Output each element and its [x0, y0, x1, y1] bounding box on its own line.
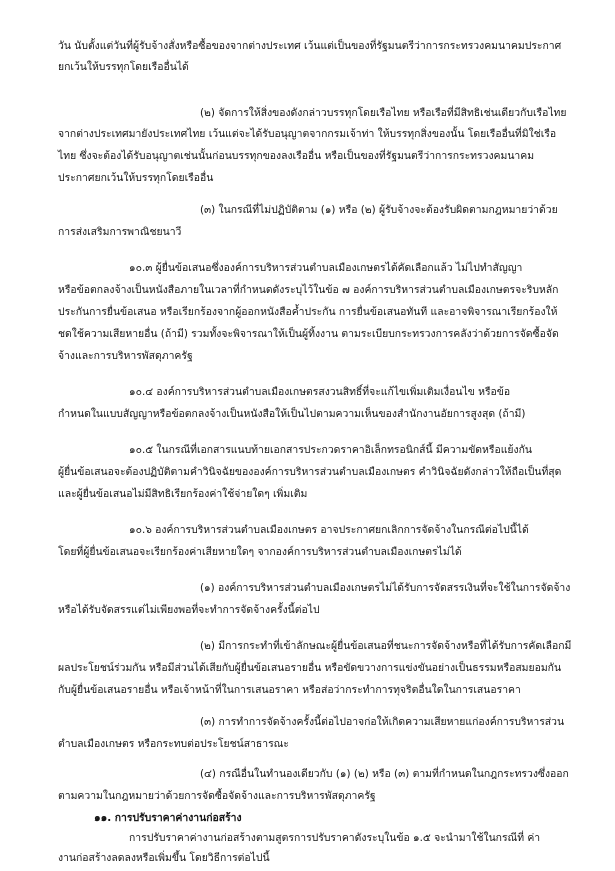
text-line: จ้างและการบริหารพัสดุภาครัฐ — [58, 350, 193, 362]
text-line: (๓) การทำการจัดจ้างครั้งนี้ต่อไปอาจก่อให้เกิดความเสียหายแก่องค์การบริหารส่วน — [200, 716, 565, 728]
text-line: ผู้ยื่นข้อเสนอจะต้องปฏิบัติตามคำวินิจฉัยขององค์การบริหารส่วนตำบลเมืองเกษตร คำวินิจฉัยดังกล่าวให้ถือเป็นที่สุด — [58, 466, 562, 478]
text-line: ยกเว้นให้บรรทุกโดยเรืออื่นได้ — [58, 61, 189, 73]
text-line: ชดใช้ความเสียหายอื่น (ถ้ามี) รวมทั้งจะพิจารณาให้เป็นผู้ทิ้งงาน ตามระเบียบกระทรวงการคลังว่าด้วยการจัดซื้อจัด — [58, 328, 559, 340]
text-line: ๑๐.๓ ผู้ยื่นข้อเสนอซึ่งองค์การบริหารส่วนตำบลเมืองเกษตรได้คัดเลือกแล้ว ไม่ไปทำสัญญา — [129, 262, 523, 274]
text-line: การปรับราคาค่างานก่อสร้างตามสูตรการปรับราคาดังระบุในข้อ ๑.๕ จะนำมาใช้ในกรณีที่ ค่า — [129, 832, 541, 844]
text-line: (๔) กรณีอื่นในทำนองเดียวกับ (๑) (๒) หรือ (๓) ตามที่กำหนดในกฎกระทรวงซึ่งออก — [200, 768, 569, 780]
text-line: ตำบลเมืองเกษตร หรือกระทบต่อประโยชน์สาธารณะ — [58, 738, 289, 750]
text-line: และผู้ยื่นข้อเสนอไม่มีสิทธิเรียกร้องค่าใช้จ่ายใดๆ เพิ่มเติม — [58, 488, 308, 500]
text-line: ตามความในกฎหมายว่าด้วยการจัดซื้อจัดจ้างและการบริหารพัสดุภาครัฐ — [58, 790, 376, 802]
text-line: กับผู้ยื่นข้อเสนอรายอื่น หรือเจ้าหน้าที่ในการเสนอราคา หรือส่อว่ากระทำการทุจริตอื่นใดในการเสนอราคา — [58, 684, 521, 696]
text-line: การส่งเสริมการพาณิชยนาวี — [58, 226, 182, 238]
text-line: หรือข้อตกลงจ้างเป็นหนังสือภายในเวลาที่กำหนดดังระบุไว้ในข้อ ๗ องค์การบริหารส่วนตำบลเมืองเกษตรจะริบหลัก — [58, 284, 559, 296]
text-line: จากต่างประเทศมายังประเทศไทย เว้นแต่จะได้รับอนุญาตจากกรมเจ้าท่า ให้บรรทุกสิ่งของนั้น โดยเรืออื่นที่มิใช่เรือ — [58, 128, 557, 140]
text-line: ประกันการยื่นข้อเสนอ หรือเรียกร้องจากผู้ออกหนังสือค้ำประกัน การยื่นข้อเสนอทันที และอาจพิจารณาเรียกร้องให้ — [58, 306, 558, 318]
text-line: (๒) จัดการให้สิ่งของดังกล่าวบรรทุกโดยเรือไทย หรือเรือที่มีสิทธิเช่นเดียวกับเรือไทย — [200, 107, 567, 119]
text-line: ประกาศยกเว้นให้บรรทุกโดยเรืออื่น — [58, 172, 214, 184]
text-line: (๓) ในกรณีที่ไม่ปฏิบัติตาม (๑) หรือ (๒) ผู้รับจ้างจะต้องรับผิดตามกฎหมายว่าด้วย — [200, 204, 558, 216]
text-line: ผลประโยชน์ร่วมกัน หรือมีส่วนได้เสียกับผู้ยื่นข้อเสนอรายอื่น หรือขัดขวางการแข่งขันอย่างเป็นธรรมหรือสมยอมกัน — [58, 662, 562, 674]
text-line: ๑๐.๕ ในกรณีที่เอกสารแนบท้ายเอกสารประกวดราคาอิเล็กทรอนิกส์นี้ มีความขัดหรือแย้งกัน — [129, 444, 532, 456]
text-line: ๑๐.๖ องค์การบริหารส่วนตำบลเมืองเกษตร อาจประกาศยกเลิกการจัดจ้างในกรณีต่อไปนี้ได้ — [129, 524, 529, 536]
text-line: (๑) องค์การบริหารส่วนตำบลเมืองเกษตรไม่ได้รับการจัดสรรเงินที่จะใช้ในการจัดจ้าง — [200, 582, 571, 594]
text-line: ๑๐.๔ องค์การบริหารส่วนตำบลเมืองเกษตรสงวนสิทธิ์ที่จะแก้ไขเพิ่มเติมเงื่อนไข หรือข้อ — [129, 386, 511, 398]
text-line: วัน นับตั้งแต่วันที่ผู้รับจ้างสั่งหรือซื้อของจากต่างประเทศ เว้นแต่เป็นของที่รัฐมนตรีว่าการกระทรวงคมนาคมประกาศ — [58, 40, 562, 52]
text-line: ไทย ซึ่งจะต้องได้รับอนุญาตเช่นนั้นก่อนบรรทุกของลงเรืออื่น หรือเป็นของที่รัฐมนตรีว่าการกระทรวงคมนาคม — [58, 150, 535, 162]
text-line: หรือได้รับจัดสรรแต่ไม่เพียงพอที่จะทำการจัดจ้างครั้งนี้ต่อไป — [58, 604, 320, 616]
text-line: งานก่อสร้างลดลงหรือเพิ่มขึ้น โดยวิธีการต่อไปนี้ — [58, 852, 270, 864]
text-line: กำหนดในแบบสัญญาหรือข้อตกลงจ้างเป็นหนังสือให้เป็นไปตามความเห็นของสำนักงานอัยการสูงสุด (ถ้ามี) — [58, 408, 526, 420]
section-heading: ๑๑. การปรับราคาค่างานก่อสร้าง — [94, 812, 242, 824]
text-line: (๒) มีการกระทำที่เข้าลักษณะผู้ยื่นข้อเสนอที่ชนะการจัดจ้างหรือที่ได้รับการคัดเลือกมี — [200, 640, 572, 652]
text-line: โดยที่ผู้ยื่นข้อเสนอจะเรียกร้องค่าเสียหายใดๆ จากองค์การบริหารส่วนตำบลเมืองเกษตรไม่ได้ — [58, 546, 462, 558]
